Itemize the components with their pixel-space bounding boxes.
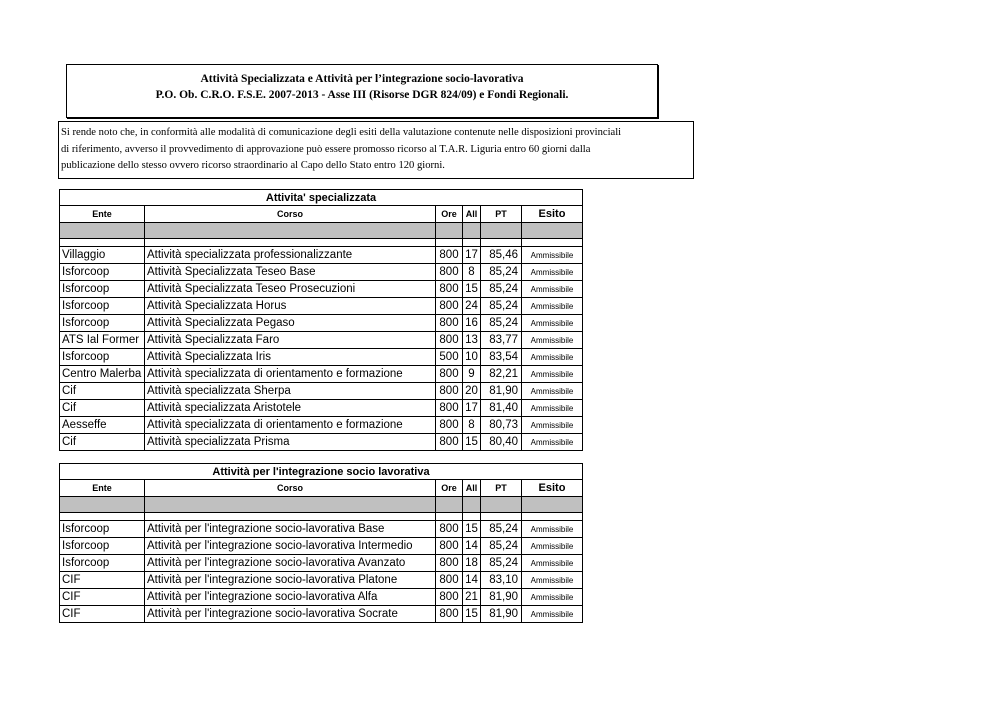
cell-all: 17 <box>463 247 481 264</box>
cell-esito: Ammissibile <box>522 572 583 589</box>
col-header-esito: Esito <box>522 480 583 497</box>
table-row <box>60 572 583 589</box>
cell-ore: 800 <box>436 538 463 555</box>
cell-ente: CIF <box>60 589 145 606</box>
cell-ore: 800 <box>436 417 463 434</box>
cell-ore: 800 <box>436 281 463 298</box>
cell-pt: 85,24 <box>481 315 522 332</box>
cell-esito: Ammissibile <box>522 589 583 606</box>
cell-corso: Attività Specializzata Teseo Prosecuzioni <box>145 281 436 298</box>
table-row <box>60 400 583 417</box>
spacer-row <box>60 239 583 247</box>
cell-all: 14 <box>463 572 481 589</box>
table-row <box>60 538 583 555</box>
cell-esito: Ammissibile <box>522 298 583 315</box>
cell-ente: Isforcoop <box>60 315 145 332</box>
cell-corso: Attività Specializzata Iris <box>145 349 436 366</box>
col-header-ore: Ore <box>436 480 463 497</box>
table-row <box>60 521 583 538</box>
cell-corso: Attività per l'integrazione socio-lavorativa Alfa <box>145 589 436 606</box>
cell-pt: 85,24 <box>481 281 522 298</box>
cell-ente: ATS Ial Former <box>60 332 145 349</box>
cell-ore: 800 <box>436 555 463 572</box>
table-row <box>60 366 583 383</box>
cell-ente: Isforcoop <box>60 521 145 538</box>
cell-ente: Isforcoop <box>60 349 145 366</box>
cell-esito: Ammissibile <box>522 264 583 281</box>
col-header-all: All <box>463 206 481 223</box>
table-row <box>60 247 583 264</box>
cell-ore: 800 <box>436 247 463 264</box>
cell-corso: Attività specializzata Aristotele <box>145 400 436 417</box>
cell-pt: 85,24 <box>481 298 522 315</box>
cell-ore: 800 <box>436 315 463 332</box>
cell-ore: 800 <box>436 521 463 538</box>
cell-esito: Ammissibile <box>522 606 583 623</box>
col-header-corso: Corso <box>145 206 436 223</box>
spacer-row <box>60 513 583 521</box>
cell-ore: 800 <box>436 589 463 606</box>
cell-ore: 800 <box>436 606 463 623</box>
cell-corso: Attività Specializzata Faro <box>145 332 436 349</box>
cell-esito: Ammissibile <box>522 521 583 538</box>
cell-ente: Aesseffe <box>60 417 145 434</box>
col-header-esito: Esito <box>522 206 583 223</box>
cell-all: 17 <box>463 400 481 417</box>
table-row <box>60 281 583 298</box>
cell-esito: Ammissibile <box>522 315 583 332</box>
cell-corso: Attività Specializzata Horus <box>145 298 436 315</box>
cell-pt: 81,90 <box>481 589 522 606</box>
cell-ente: CIF <box>60 572 145 589</box>
cell-all: 21 <box>463 589 481 606</box>
table-attivita-specializzata <box>59 189 582 451</box>
cell-all: 8 <box>463 417 481 434</box>
table-row <box>60 383 583 400</box>
cell-esito: Ammissibile <box>522 383 583 400</box>
cell-all: 8 <box>463 264 481 281</box>
cell-corso: Attività per l'integrazione socio-lavorativa Platone <box>145 572 436 589</box>
cell-all: 15 <box>463 606 481 623</box>
cell-all: 10 <box>463 349 481 366</box>
col-header-ore: Ore <box>436 206 463 223</box>
cell-pt: 83,10 <box>481 572 522 589</box>
cell-all: 14 <box>463 538 481 555</box>
cell-esito: Ammissibile <box>522 332 583 349</box>
cell-pt: 83,77 <box>481 332 522 349</box>
col-header-pt: PT <box>481 206 522 223</box>
col-header-pt: PT <box>481 480 522 497</box>
cell-ente: Cif <box>60 383 145 400</box>
notice-line-3: publicazione dello stesso ovvero ricorso straordinario al Capo dello Stato entro 120 giorni. <box>61 160 445 171</box>
cell-ore: 800 <box>436 264 463 281</box>
cell-corso: Attività specializzata di orientamento e formazione <box>145 417 436 434</box>
cell-ente: Cif <box>60 400 145 417</box>
cell-esito: Ammissibile <box>522 538 583 555</box>
cell-pt: 81,40 <box>481 400 522 417</box>
legal-notice <box>58 121 694 179</box>
section-title: Attivita' specializzata <box>60 190 583 206</box>
cell-ente: Isforcoop <box>60 264 145 281</box>
table-row <box>60 315 583 332</box>
rows-body <box>60 247 583 451</box>
cell-all: 9 <box>463 366 481 383</box>
notice-line-1: Si rende noto che, in conformità alle modalità di comunicazione degli esiti della valutazione contenute nelle disposizioni provinciali <box>61 127 622 138</box>
cell-corso: Attività specializzata di orientamento e formazione <box>145 366 436 383</box>
cell-all: 13 <box>463 332 481 349</box>
cell-ente: Isforcoop <box>60 555 145 572</box>
header-row <box>60 480 583 497</box>
cell-pt: 80,73 <box>481 417 522 434</box>
cell-ente: Centro Malerba <box>60 366 145 383</box>
title-line-1: Attività Specializzata e Attività per l’integrazione socio-lavorativa <box>200 73 524 85</box>
cell-corso: Attività per l'integrazione socio-lavorativa Socrate <box>145 606 436 623</box>
cell-ente: Isforcoop <box>60 538 145 555</box>
table-row <box>60 298 583 315</box>
cell-ente: Villaggio <box>60 247 145 264</box>
col-header-ente: Ente <box>60 206 145 223</box>
rows-body <box>60 521 583 623</box>
cell-pt: 85,24 <box>481 555 522 572</box>
table-row <box>60 606 583 623</box>
cell-corso: Attività specializzata Sherpa <box>145 383 436 400</box>
cell-pt: 85,24 <box>481 521 522 538</box>
cell-corso: Attività per l'integrazione socio-lavorativa Intermedio <box>145 538 436 555</box>
cell-all: 16 <box>463 315 481 332</box>
cell-all: 18 <box>463 555 481 572</box>
table-integrazione-socio-lavorativa <box>59 463 582 623</box>
cell-pt: 85,24 <box>481 538 522 555</box>
table-row <box>60 589 583 606</box>
cell-ore: 800 <box>436 332 463 349</box>
cell-ente: Isforcoop <box>60 281 145 298</box>
cell-ore: 800 <box>436 434 463 451</box>
table-row <box>60 264 583 281</box>
cell-corso: Attività per l'integrazione socio-lavorativa Base <box>145 521 436 538</box>
table-row <box>60 417 583 434</box>
cell-all: 15 <box>463 521 481 538</box>
col-header-ente: Ente <box>60 480 145 497</box>
cell-corso: Attività Specializzata Teseo Base <box>145 264 436 281</box>
table-row <box>60 332 583 349</box>
cell-pt: 81,90 <box>481 606 522 623</box>
table-row <box>60 349 583 366</box>
title-line-2: P.O. Ob. C.R.O. F.S.E. 2007-2013 - Asse III (Risorse DGR 824/09) e Fondi Regionali. <box>155 89 569 101</box>
cell-ente: CIF <box>60 606 145 623</box>
cell-ente: Isforcoop <box>60 298 145 315</box>
cell-ore: 800 <box>436 383 463 400</box>
cell-corso: Attività specializzata Prisma <box>145 434 436 451</box>
cell-esito: Ammissibile <box>522 555 583 572</box>
cell-esito: Ammissibile <box>522 281 583 298</box>
header-row <box>60 206 583 223</box>
section-title: Attività per l'integrazione socio lavorativa <box>60 464 583 480</box>
table-row <box>60 434 583 451</box>
cell-esito: Ammissibile <box>522 366 583 383</box>
cell-ore: 800 <box>436 572 463 589</box>
cell-all: 15 <box>463 434 481 451</box>
cell-esito: Ammissibile <box>522 417 583 434</box>
cell-ore: 800 <box>436 298 463 315</box>
cell-pt: 83,54 <box>481 349 522 366</box>
cell-pt: 82,21 <box>481 366 522 383</box>
cell-corso: Attività Specializzata Pegaso <box>145 315 436 332</box>
table-row <box>60 555 583 572</box>
cell-all: 15 <box>463 281 481 298</box>
cell-ore: 500 <box>436 349 463 366</box>
cell-pt: 81,90 <box>481 383 522 400</box>
document-title <box>66 64 658 118</box>
cell-corso: Attività per l'integrazione socio-lavorativa Avanzato <box>145 555 436 572</box>
cell-all: 24 <box>463 298 481 315</box>
col-header-corso: Corso <box>145 480 436 497</box>
cell-corso: Attività specializzata professionalizzante <box>145 247 436 264</box>
cell-pt: 80,40 <box>481 434 522 451</box>
cell-esito: Ammissibile <box>522 400 583 417</box>
cell-all: 20 <box>463 383 481 400</box>
notice-line-2: di riferimento, avverso il provvedimento di approvazione può essere promosso ricorso al T.A.R. Liguria entro 60 giorni dalla <box>61 143 591 155</box>
cell-pt: 85,24 <box>481 264 522 281</box>
col-header-all: All <box>463 480 481 497</box>
cell-ore: 800 <box>436 366 463 383</box>
cell-esito: Ammissibile <box>522 247 583 264</box>
cell-ore: 800 <box>436 400 463 417</box>
cell-ente: Cif <box>60 434 145 451</box>
shaded-row <box>60 497 583 513</box>
cell-esito: Ammissibile <box>522 349 583 366</box>
cell-esito: Ammissibile <box>522 434 583 451</box>
cell-pt: 85,46 <box>481 247 522 264</box>
shaded-row <box>60 223 583 239</box>
